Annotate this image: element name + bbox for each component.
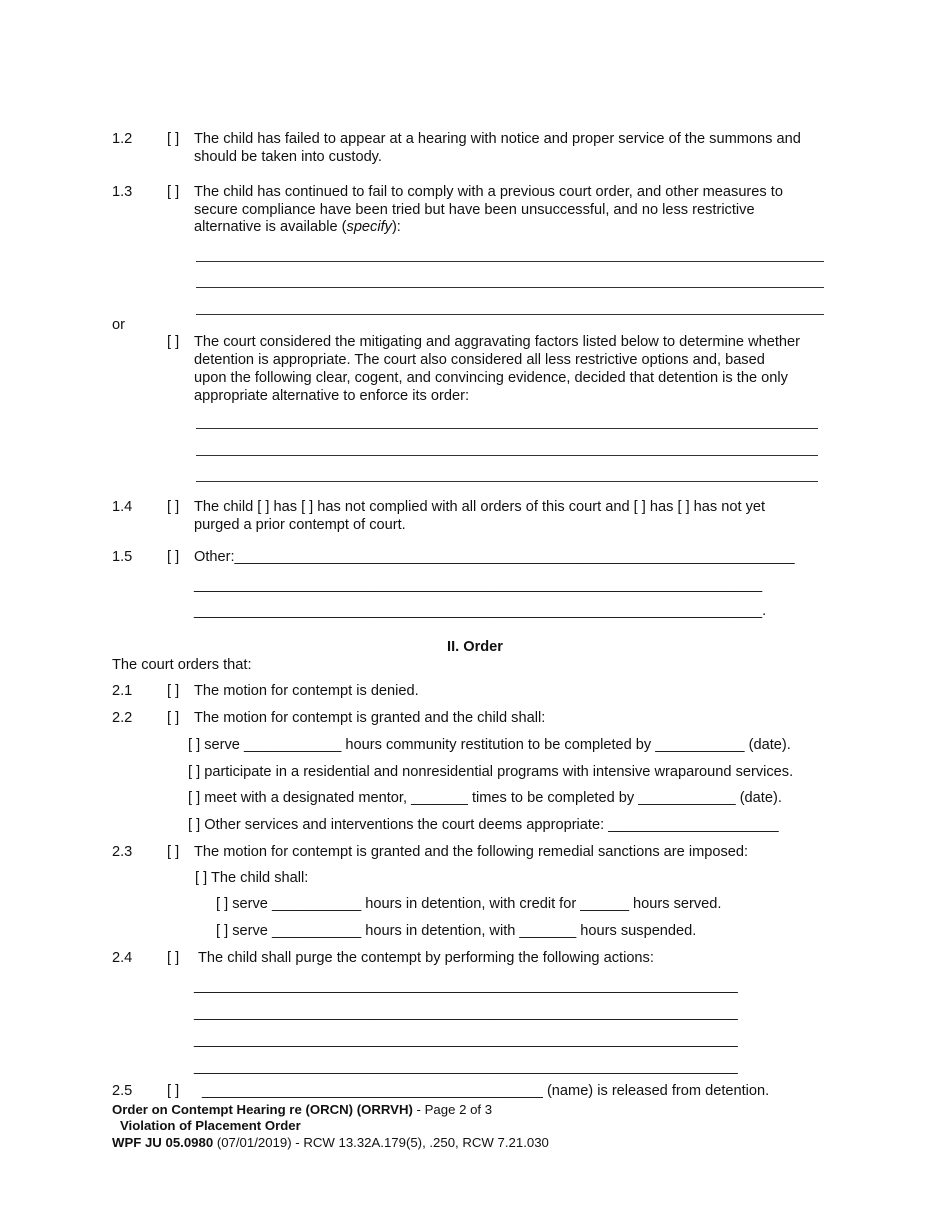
section-1-3-line2: secure compliance have been tried but have been unsuccessful, and no less restrictive bbox=[194, 202, 755, 218]
section-2-3-text: The motion for contempt is granted and the following remedial sanctions are imposed: bbox=[194, 844, 749, 860]
other-line3[interactable]: ______________________________________________________________________. bbox=[194, 603, 767, 619]
mitigating-line3: upon the following clear, cogent, and convincing evidence, decided that detention is the only bbox=[194, 370, 788, 386]
mitigating-line1: The court considered the mitigating and aggravating factors listed below to determine whether bbox=[194, 334, 800, 350]
section-number-2-2: 2.2 bbox=[112, 710, 133, 726]
section-number-2-3: 2.3 bbox=[112, 844, 133, 860]
mitigating-line4: appropriate alternative to enforce its order: bbox=[194, 388, 470, 404]
checkbox-2-4[interactable]: [ ] bbox=[167, 950, 180, 966]
section-2-4-text: The child shall purge the contempt by performing the following actions: bbox=[198, 950, 654, 966]
footer-form-title: Order on Contempt Hearing re (ORCN) (ORRVH) bbox=[112, 1102, 413, 1117]
checkbox-2-1[interactable]: [ ] bbox=[167, 683, 180, 699]
checkbox-2-2[interactable]: [ ] bbox=[167, 710, 180, 726]
checkbox-2-5[interactable]: [ ] bbox=[167, 1083, 180, 1099]
purge-line3[interactable]: ___________________________________________________________________ bbox=[194, 1032, 738, 1048]
order-intro: The court orders that: bbox=[112, 657, 252, 673]
checkbox-1-2[interactable]: [ ] bbox=[167, 131, 180, 147]
footer-page-number: - Page 2 of 3 bbox=[412, 1102, 493, 1117]
option-mentor[interactable]: [ ] meet with a designated mentor, _______ times to be completed by ____________ (date). bbox=[188, 790, 782, 806]
purge-line4[interactable]: ___________________________________________________________________ bbox=[194, 1059, 738, 1075]
footer-form-number: WPF JU 05.0980 bbox=[112, 1135, 214, 1150]
section-number-1-4: 1.4 bbox=[112, 499, 133, 515]
section-1-3-specify: specify bbox=[346, 219, 392, 235]
section-1-2-line1: The child has failed to appear at a hearing with notice and proper service of the summons and bbox=[194, 131, 801, 147]
checkbox-2-3[interactable]: [ ] bbox=[167, 844, 180, 860]
section-1-3-line3-a: alternative is available ( bbox=[194, 219, 347, 235]
option-detention-suspended[interactable]: [ ] serve ___________ hours in detention, with _______ hours suspended. bbox=[216, 923, 697, 939]
fill-in-line[interactable] bbox=[196, 481, 818, 482]
option-other-services[interactable]: [ ] Other services and interventions the court deems appropriate: _____________________ bbox=[188, 817, 779, 833]
fill-in-line[interactable] bbox=[196, 261, 824, 262]
footer-form-id bbox=[112, 1135, 549, 1151]
section-number-2-1: 2.1 bbox=[112, 683, 133, 699]
checkbox-1-5[interactable]: [ ] bbox=[167, 549, 180, 565]
section-number-1-3: 1.3 bbox=[112, 184, 133, 200]
option-community-restitution[interactable]: [ ] serve ____________ hours community restitution to be completed by ___________ (date). bbox=[188, 737, 791, 753]
order-heading: II. Order bbox=[447, 639, 503, 655]
section-1-3-line3 bbox=[194, 218, 401, 236]
option-residential-programs[interactable]: [ ] participate in a residential and nonresidential programs with intensive wraparound services. bbox=[188, 764, 794, 780]
section-number-2-4: 2.4 bbox=[112, 950, 133, 966]
section-2-5-text[interactable]: __________________________________________ (name) is released from detention. bbox=[202, 1083, 770, 1099]
section-1-3-line1: The child has continued to fail to comply with a previous court order, and other measures to bbox=[194, 184, 783, 200]
section-2-2-text: The motion for contempt is granted and the child shall: bbox=[194, 710, 546, 726]
option-detention-credit[interactable]: [ ] serve ___________ hours in detention, with credit for ______ hours served. bbox=[216, 896, 722, 912]
footer-subtitle: Violation of Placement Order bbox=[120, 1118, 301, 1133]
checkbox-mitigating[interactable]: [ ] bbox=[167, 334, 180, 350]
section-number-1-5: 1.5 bbox=[112, 549, 133, 565]
other-line2[interactable]: ______________________________________________________________________ bbox=[194, 577, 763, 593]
fill-in-line[interactable] bbox=[196, 428, 818, 429]
purge-line2[interactable]: ___________________________________________________________________ bbox=[194, 1005, 738, 1021]
section-1-3-line3-c: ): bbox=[391, 219, 401, 235]
section-1-2-line2: should be taken into custody. bbox=[194, 149, 382, 165]
checkbox-1-3[interactable]: [ ] bbox=[167, 184, 180, 200]
option-child-shall[interactable]: [ ] The child shall: bbox=[195, 870, 309, 886]
checkbox-1-4[interactable]: [ ] bbox=[167, 499, 180, 515]
other-line1[interactable]: Other:_____________________________________________________________________ bbox=[194, 549, 795, 565]
section-number-1-2: 1.2 bbox=[112, 131, 133, 147]
fill-in-line[interactable] bbox=[196, 314, 824, 315]
mitigating-line2: detention is appropriate. The court also considered all less restrictive options and, based bbox=[194, 352, 765, 368]
or-label: or bbox=[112, 317, 125, 333]
section-2-1-text: The motion for contempt is denied. bbox=[194, 683, 419, 699]
footer-form-citation: (07/01/2019) - RCW 13.32A.179(5), .250, RCW 7.21.030 bbox=[213, 1135, 549, 1150]
section-1-4-line2: purged a prior contempt of court. bbox=[194, 517, 406, 533]
fill-in-line[interactable] bbox=[196, 455, 818, 456]
section-number-2-5: 2.5 bbox=[112, 1083, 133, 1099]
footer-title bbox=[112, 1102, 492, 1118]
purge-line1[interactable]: ___________________________________________________________________ bbox=[194, 978, 738, 994]
fill-in-line[interactable] bbox=[196, 287, 824, 288]
section-1-4-line1: The child [ ] has [ ] has not complied with all orders of this court and [ ] has [ ] has not yet bbox=[194, 499, 766, 515]
